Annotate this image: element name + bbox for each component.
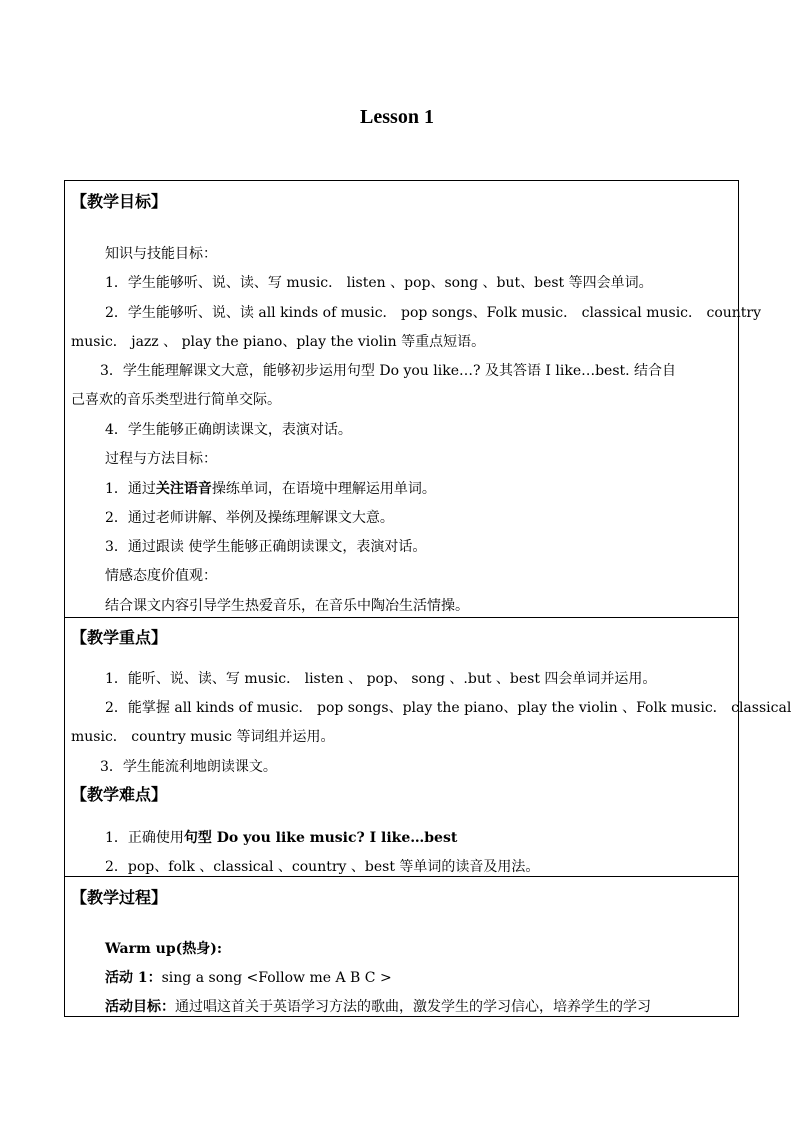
- process-item-1-post: 操练单词，在语境中理解运用单词。: [211, 481, 436, 497]
- difficulty-1-pre: 1．正确使用: [105, 830, 184, 846]
- difficulties-header: 【教学难点】: [71, 785, 168, 804]
- knowledge-item-1: 1．学生能够听、说、读、写 music． listen 、pop、song 、but、best 等四会单词。: [105, 275, 653, 291]
- objectives-section: [65, 181, 762, 617]
- process-header: 【教学过程】: [71, 888, 168, 907]
- activity-1-label: 活动 1：: [105, 970, 162, 986]
- key-point-2b: music． country music 等词组并运用。: [71, 729, 335, 745]
- difficulty-1-bold: 句型 Do you like music? I like…best: [183, 830, 458, 846]
- process-item-1: [105, 480, 436, 498]
- process-section: [65, 876, 738, 1017]
- knowledge-item-2b: music． jazz 、 play the piano、play the violin 等重点短语。: [71, 334, 486, 350]
- key-points-header: 【教学重点】: [71, 628, 168, 647]
- page-title: Lesson 1: [360, 106, 434, 128]
- key-point-1: 1．能听、说、读、写 music． listen 、 pop、 song 、.but 、best 四会单词并运用。: [105, 671, 657, 687]
- knowledge-label: 知识与技能目标：: [105, 246, 217, 262]
- activity-1: [105, 969, 392, 987]
- process-item-1-pre: 1．通过: [105, 481, 156, 497]
- difficulty-2: 2．pop、folk 、classical 、country 、best 等单词的读音及用法。: [105, 859, 540, 875]
- key-point-2a: 2．能掌握 all kinds of music． pop songs、play the piano、play the violin 、Folk music． classical: [105, 700, 792, 716]
- knowledge-item-3b: 己喜欢的音乐类型进行简单交际。: [71, 392, 281, 408]
- knowledge-item-2a: 2．学生能够听、说、读 all kinds of music． pop songs、Folk music． classical music． country: [105, 305, 762, 321]
- objectives-header: 【教学目标】: [71, 192, 168, 211]
- activity-goal-label: 活动目标：: [105, 999, 175, 1015]
- process-item-3: 3．通过跟读 使学生能够正确朗读课文，表演对话。: [105, 539, 427, 555]
- knowledge-item-4: 4．学生能够正确朗读课文，表演对话。: [105, 422, 352, 438]
- process-item-2: 2．通过老师讲解、举例及操练理解课文大意。: [105, 510, 394, 526]
- key-point-3: 3．学生能流利地朗读课文。: [100, 759, 277, 775]
- knowledge-item-3a: 3．学生能理解课文大意，能够初步运用句型 Do you like…? 及其答语 I like…best. 结合自: [100, 363, 677, 379]
- emotion-label: 情感态度价值观：: [105, 568, 217, 584]
- emotion-item-1: 结合课文内容引导学生热爱音乐，在音乐中陶冶生活情操。: [105, 598, 469, 614]
- lesson-plan-table: [64, 180, 792, 1017]
- activity-goal-text: 通过唱这首关于英语学习方法的歌曲，激发学生的学习信心，培养学生的学习: [175, 999, 651, 1015]
- warm-up-label: Warm up(热身):: [105, 941, 223, 957]
- activity-goal: [105, 998, 651, 1016]
- process-label: 过程与方法目标：: [105, 451, 217, 467]
- key-points-section: [65, 617, 792, 877]
- activity-1-text: sing a song <Follow me A B C >: [161, 970, 392, 986]
- process-item-1-bold: 关注语音: [155, 481, 212, 497]
- difficulty-1: [105, 829, 457, 847]
